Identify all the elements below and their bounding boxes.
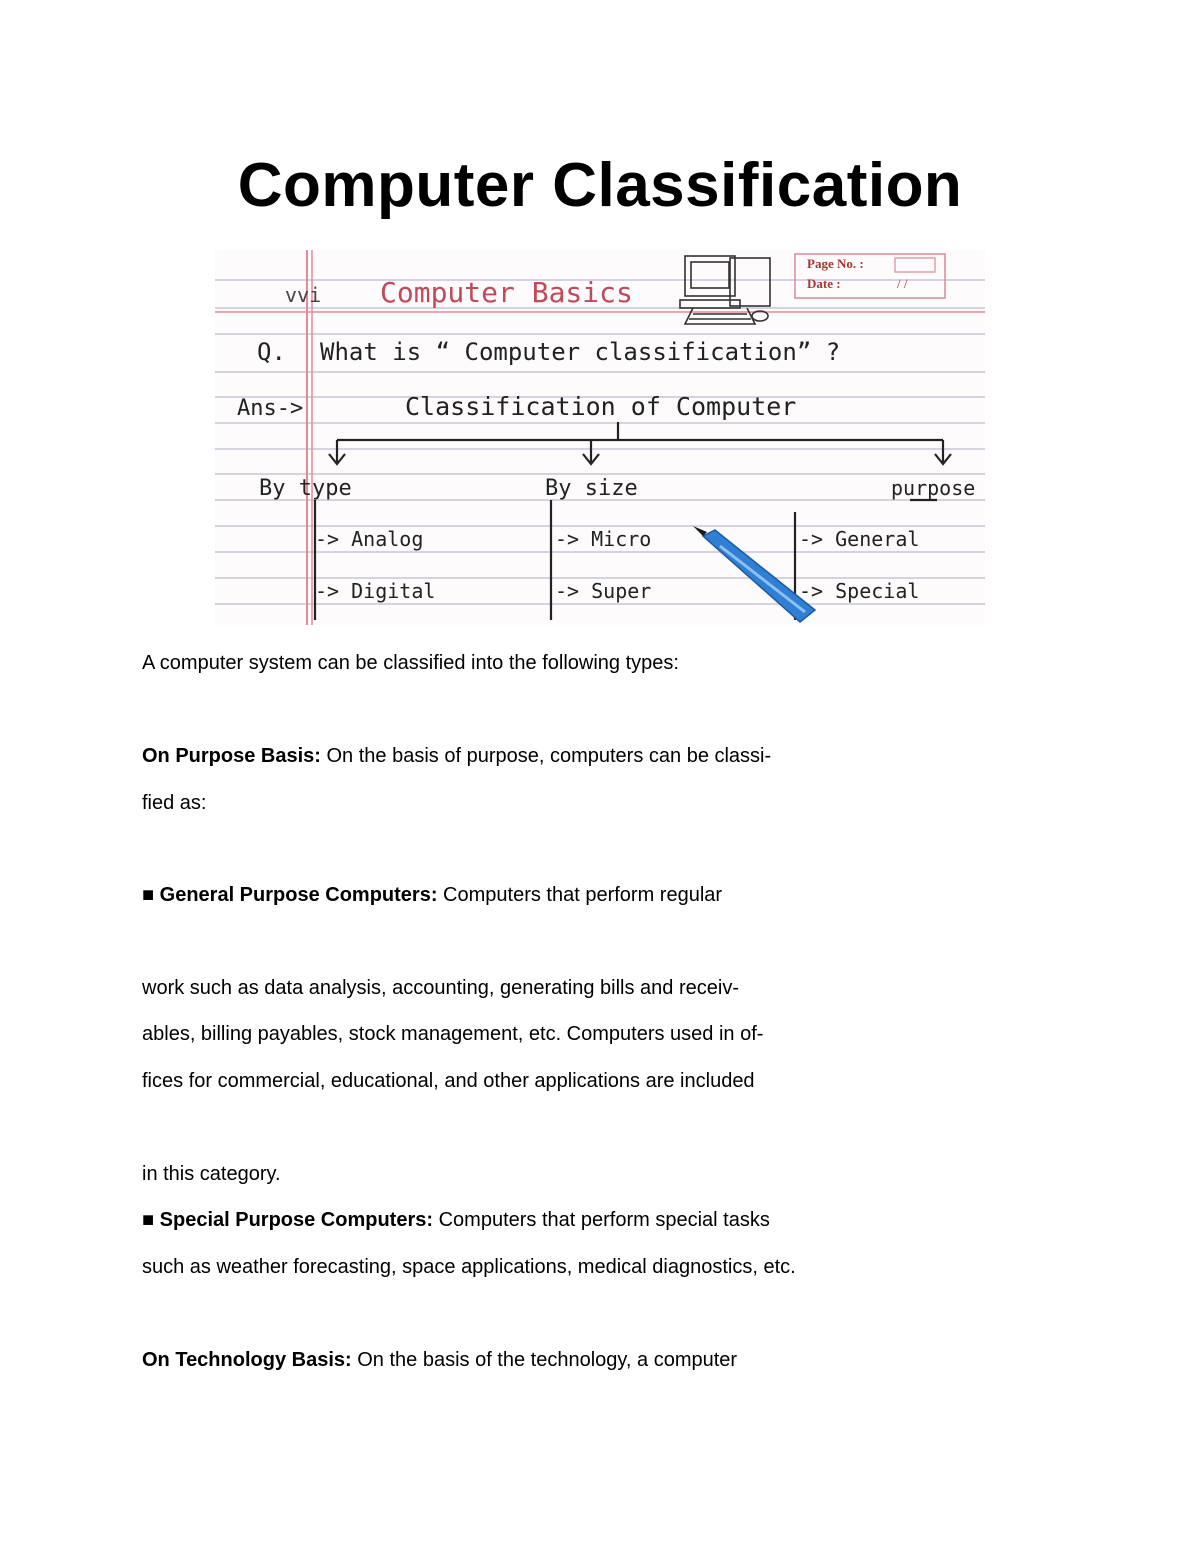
margin-mark: vvi [285, 283, 322, 307]
item-special: -> Special [799, 579, 920, 603]
notebook-question: What is “ Computer classification” ? [320, 338, 841, 366]
item-general: -> General [799, 527, 920, 551]
general-text: Computers that perform regular [437, 884, 723, 906]
branch-purpose-label: purpose [891, 476, 976, 500]
purpose-text: On the basis of purpose, computers can be classi- [320, 745, 772, 767]
purpose-cont: fied as: [142, 792, 207, 814]
general-line-2: work such as data analysis, accounting, generating bills and receiv- [142, 977, 739, 999]
technology-paragraph [142, 1347, 737, 1373]
general-line-3: ables, billing payables, stock management, etc. Computers used in of- [142, 1023, 764, 1045]
intro-text: A computer system can be classified into the following types: [142, 652, 679, 674]
special-text: Computers that perform special tasks [433, 1209, 770, 1231]
q-label: Q. [257, 338, 286, 366]
general-line-5: in this category. [142, 1163, 281, 1185]
purpose-label: On Purpose Basis: [142, 745, 321, 767]
notebook-image [215, 250, 985, 625]
page-no-label: Page No. : [807, 256, 864, 271]
item-micro: -> Micro [555, 527, 652, 551]
date-value: / / [897, 276, 908, 291]
branch-size-label: By size [545, 476, 638, 501]
item-digital: -> Digital [315, 579, 436, 603]
item-super: -> Super [555, 579, 652, 603]
notebook-drawing [215, 250, 985, 625]
page-date-box [795, 254, 945, 298]
purpose-paragraph [142, 743, 771, 769]
notebook-heading: Computer Basics [380, 276, 633, 309]
technology-label: On Technology Basis: [142, 1349, 352, 1371]
special-line-2: such as weather forecasting, space applications, medical diagnostics, etc. [142, 1256, 796, 1278]
general-paragraph [142, 882, 722, 908]
computer-sketch-icon [680, 256, 770, 324]
general-bullet: ■ General Purpose Computers: [142, 884, 438, 906]
pen-icon [693, 526, 815, 622]
by-label: By type [259, 476, 352, 501]
general-line-4: fices for commercial, educational, and other applications are included [142, 1070, 755, 1092]
notebook-root: Classification of Computer [405, 392, 797, 421]
special-paragraph [142, 1207, 770, 1233]
technology-text: On the basis of the technology, a computer [351, 1349, 738, 1371]
date-label: Date : [807, 276, 841, 291]
special-bullet: ■ Special Purpose Computers: [142, 1209, 434, 1231]
item-analog: -> Analog [315, 527, 424, 551]
page-title: Computer Classification [237, 151, 963, 220]
ans-label: Ans-> [237, 396, 304, 421]
